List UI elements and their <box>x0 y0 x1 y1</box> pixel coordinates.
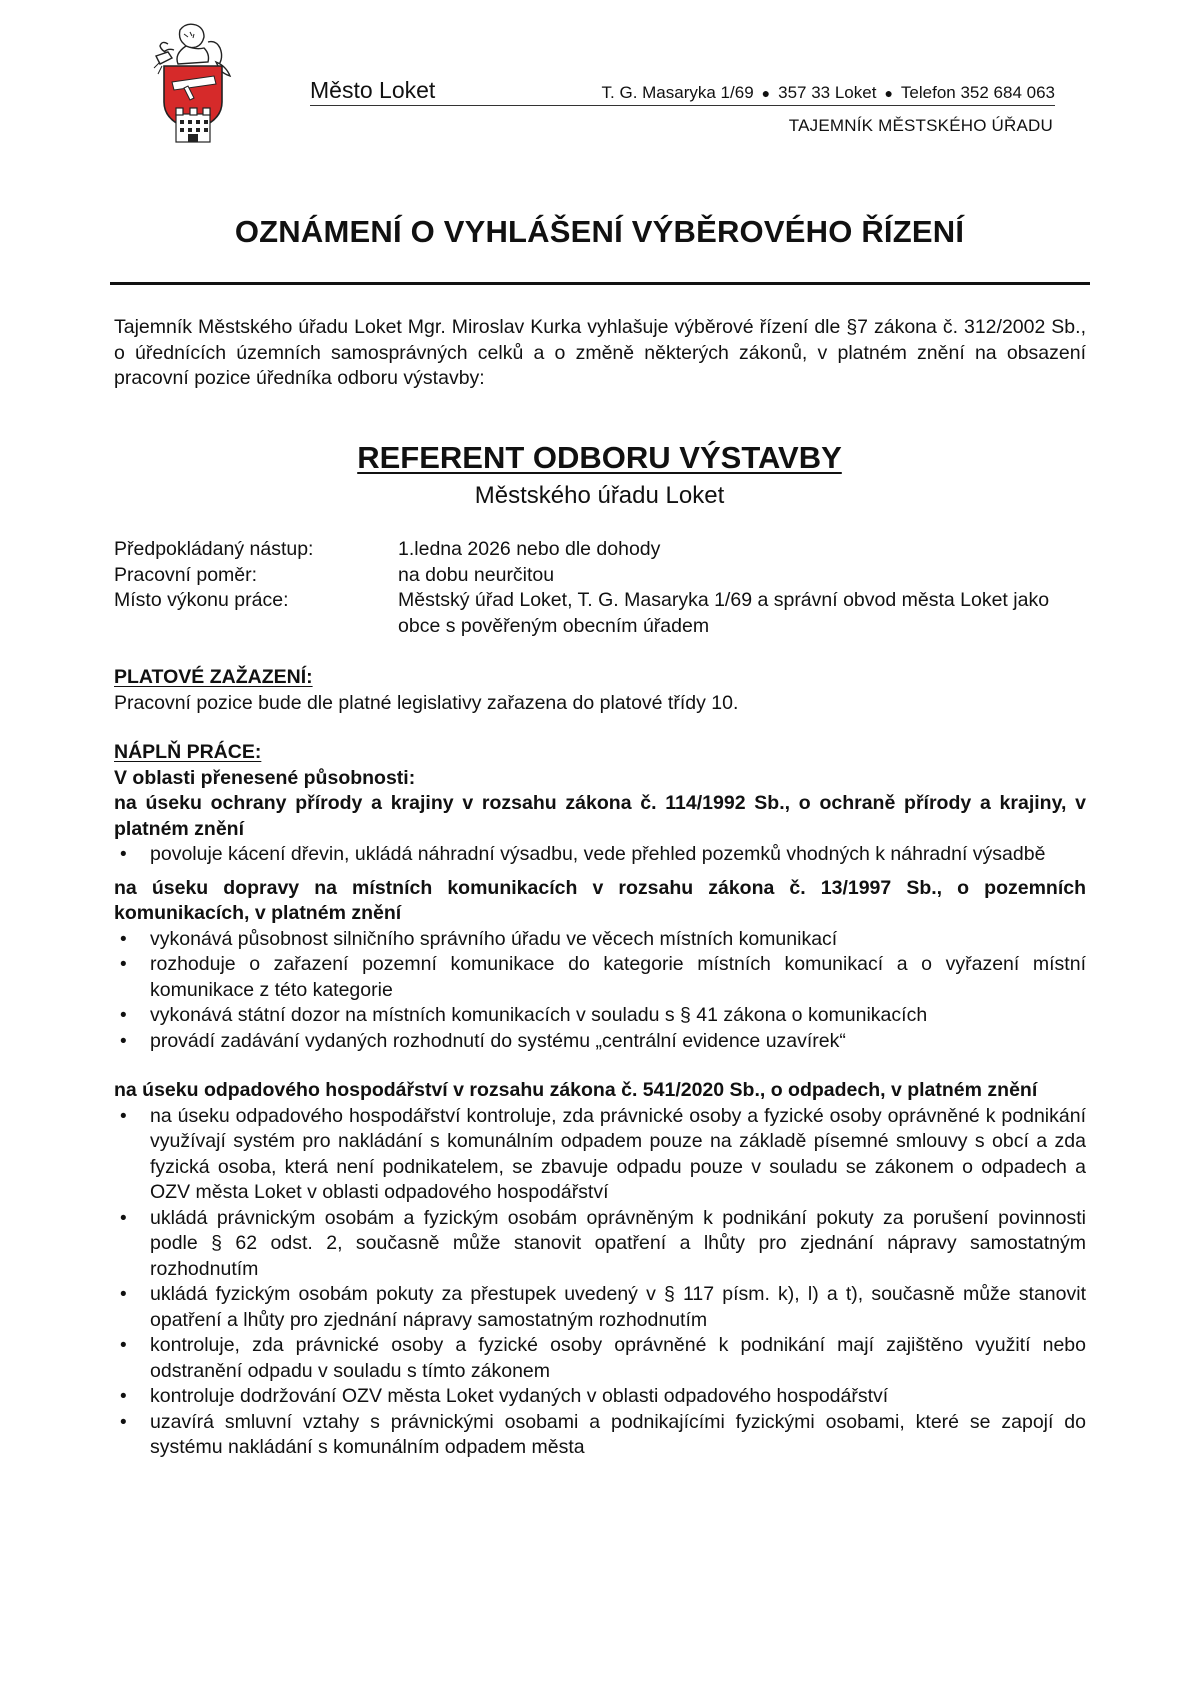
list-item: • vykonává působnost silničního správního úřadu ve věcech místních komunikací <box>114 927 1086 953</box>
title-divider <box>110 282 1090 285</box>
list-item: • ukládá fyzickým osobám pokuty za přestupek uvedený v § 117 písm. k), l) a t), současně může stanovit opatření a lhůty pro zjednání nápravy samostatným rozhodnutím <box>114 1282 1086 1333</box>
salary-text: Pracovní pozice bude dle platné legislativy zařazena do platové třídy 10. <box>114 691 739 714</box>
duties-list <box>114 927 1086 1055</box>
list-item: • kontroluje, zda právnické osoby a fyzické osoby oprávněné k podnikání mají zajištěno využití nebo odstranění odpadu v souladu s tímto zákonem <box>114 1333 1086 1384</box>
detail-row <box>114 537 1086 563</box>
town-name: Město Loket <box>310 77 436 103</box>
detail-row <box>114 563 1086 589</box>
duties-section <box>114 740 1086 1461</box>
duties-heading: NÁPLŇ PRÁCE: <box>114 741 262 763</box>
detail-label: Pracovní poměr: <box>114 563 258 586</box>
section-title: na úseku odpadového hospodářství v rozsahu zákona č. 541/2020 Sb., o odpadech, v platném znění <box>114 1079 1038 1101</box>
position-title: REFERENT ODBORU VÝSTAVBY <box>357 440 842 475</box>
list-item: • rozhoduje o zařazení pozemní komunikace do kategorie místních komunikací a o vyřazení místní komunikace z této kategorie <box>114 952 1086 1003</box>
section-title: na úseku dopravy na místních komunikacích v rozsahu zákona č. 13/1997 Sb., o pozemních komunikacích, v platném znění <box>114 876 1086 924</box>
detail-row <box>114 588 1086 639</box>
phone: Telefon 352 684 063 <box>900 83 1055 102</box>
bullet-separator-icon: ● <box>761 85 771 101</box>
department-name: TAJEMNÍK MĚSTSKÉHO ÚŘADU <box>788 116 1053 135</box>
letterhead <box>310 77 1055 106</box>
coat-of-arms-logo <box>150 22 236 144</box>
detail-label: Místo výkonu práce: <box>114 589 289 611</box>
list-item: • provádí zadávání vydaných rozhodnutí do systému „centrální evidence uzavírek“ <box>114 1029 1086 1055</box>
detail-value: 1.ledna 2026 nebo dle dohody <box>398 538 661 560</box>
contact-info <box>602 83 1055 103</box>
list-item: • uzavírá smluvní vztahy s právnickými osobami a podnikajícími fyzickými osobami, které se zapojí do systému nakládání s komunálním odpadem města <box>114 1410 1086 1461</box>
section-title: na úseku ochrany přírody a krajiny v rozsahu zákona č. 114/1992 Sb., o ochraně přírody a krajiny, v platném znění <box>114 792 1086 840</box>
position-subtitle: Městského úřadu Loket <box>474 482 725 509</box>
salary-section <box>114 665 1086 716</box>
detail-value: Městský úřad Loket, T. G. Masaryka 1/69 a správní obvod města Loket jako obce s pověřeným obecním úřadem <box>398 589 1050 637</box>
list-item: • na úseku odpadového hospodářství kontroluje, zda právnické osoby a fyzické osoby oprávněné k podnikání využívají systém pro nakládání s komunálním odpadem pouze na základě písemné smlouvy s obcí a zda fyzická osoba, která není podnikatelem, se zbavuje odpadu pouze v souladu se zákonem o odpadech a OZV města Loket v oblasti odpadového hospodářství <box>114 1104 1086 1206</box>
address: T. G. Masaryka 1/69 <box>601 83 754 102</box>
duties-subheading: V oblasti přenesené působnosti: <box>114 766 416 789</box>
document-title: OZNÁMENÍ O VYHLÁŠENÍ VÝBĚROVÉHO ŘÍZENÍ <box>234 214 965 249</box>
intro-paragraph: Tajemník Městského úřadu Loket Mgr. Miroslav Kurka vyhlašuje výběrové řízení dle §7 zákona č. 312/2002 Sb., o úřednících územních samosprávných celků a o změně některých zákonů, v platném znění na obsazení pracovní pozice úředníka odboru výstavby: <box>114 316 1086 389</box>
list-item: • kontroluje dodržování OZV města Loket vydaných v oblasti odpadového hospodářství <box>114 1384 1086 1410</box>
bullet-separator-icon: ● <box>884 85 893 101</box>
list-item: • povoluje kácení dřevin, ukládá náhradní výsadbu, vede přehled pozemků vhodných k náhradní výsadbě <box>114 842 1086 868</box>
postcode-city: 357 33 Loket <box>778 83 877 102</box>
list-item: • ukládá právnickým osobám a fyzickým osobám oprávněným k podnikání pokuty za porušení povinnosti podle § 62 odst. 2, současně může stanovit opatření a lhůty pro zjednání nápravy samostatným rozhodnutím <box>114 1206 1086 1283</box>
salary-heading: PLATOVÉ ZAŽAZENÍ: <box>114 666 313 688</box>
duties-list <box>114 842 1086 868</box>
detail-label: Předpokládaný nástup: <box>114 538 314 560</box>
job-details <box>114 537 1086 639</box>
duties-list <box>114 1104 1086 1461</box>
detail-value: na dobu neurčitou <box>398 563 555 586</box>
list-item: • vykonává státní dozor na místních komunikacích v souladu s § 41 zákona o komunikacích <box>114 1003 1086 1029</box>
